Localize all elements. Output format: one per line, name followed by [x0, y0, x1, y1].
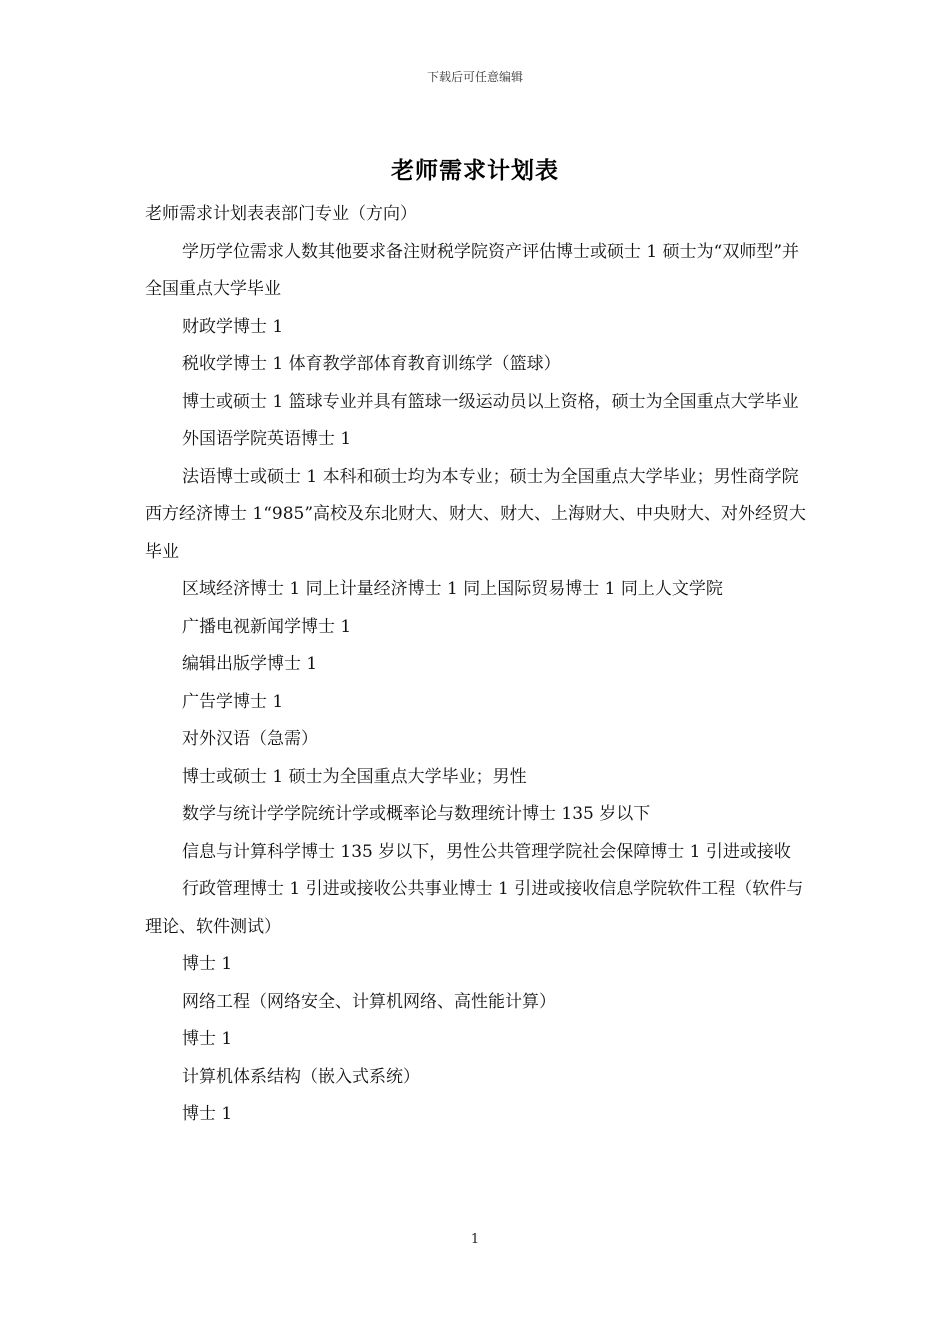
- paragraph: 行政管理博士 1 引进或接收公共事业博士 1 引进或接收信息学院软件工程（软件与理论、软件测试）: [145, 879, 804, 937]
- paragraph: 网络工程（网络安全、计算机网络、高性能计算）: [182, 991, 556, 1012]
- page-header: 下载后可任意编辑: [426, 70, 523, 84]
- paragraph: 博士 1: [182, 1029, 233, 1049]
- paragraph: 老师需求计划表表部门专业（方向）: [145, 204, 417, 224]
- paragraph: 广告学博士 1: [182, 691, 284, 712]
- paragraph: 法语博士或硕士 1 本科和硕士均为本专业；硕士为全国重点大学毕业；男性商学院西方经济博士 1“985”高校及东北财大、财大、财大、上海财大、中央财大、对外经贸大毕业: [145, 466, 807, 562]
- document-title: 老师需求计划表: [391, 157, 559, 184]
- paragraph: 博士或硕士 1 硕士为全国重点大学毕业；男性: [182, 766, 527, 787]
- paragraph: 税收学博士 1 体育教学部体育教育训练学（篮球）: [182, 354, 561, 374]
- paragraph: 对外汉语（急需）: [182, 729, 318, 749]
- paragraph: 博士 1: [182, 954, 233, 974]
- paragraph: 博士 1: [182, 1104, 233, 1124]
- document-body: [145, 196, 810, 1134]
- paragraph: 学历学位需求人数其他要求备注财税学院资产评估博士或硕士 1 硕士为“双师型”并全国重点大学毕业: [145, 241, 800, 299]
- page-number: 1: [470, 1232, 480, 1247]
- paragraph: 编辑出版学博士 1: [182, 654, 318, 674]
- paragraph: 数学与统计学学院统计学或概率论与数理统计博士 135 岁以下: [182, 804, 651, 824]
- paragraph: 广播电视新闻学博士 1: [182, 616, 352, 637]
- paragraph: 计算机体系结构（嵌入式系统）: [182, 1066, 420, 1087]
- paragraph: 博士或硕士 1 篮球专业并具有篮球一级运动员以上资格，硕士为全国重点大学毕业: [182, 391, 799, 412]
- paragraph: 财政学博士 1: [182, 316, 284, 337]
- paragraph: 区域经济博士 1 同上计量经济博士 1 同上国际贸易博士 1 同上人文学院: [182, 579, 723, 599]
- paragraph: 外国语学院英语博士 1: [182, 429, 352, 449]
- paragraph: 信息与计算科学博士 135 岁以下，男性公共管理学院社会保障博士 1 引进或接收: [182, 841, 791, 862]
